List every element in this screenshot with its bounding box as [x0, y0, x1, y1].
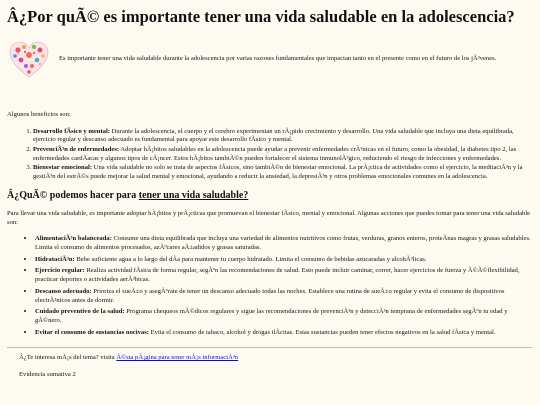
benefit-text: Adoptar hÃ¡bitos saludables en la adolescencia puede ayudar a prevenir enfermedades crÃ³nicas en el futuro, como la obesidad, la diabetes tipo 2, las enfermedades cardÃacas y algunos tipos de cÃ¡ncer. Estos hÃ¡bitos tambiÃ©n pueden fortalecer el sistema inmunolÃ³gico, reduciendo el riesgo de infecciones y enfermedades. — [33, 146, 517, 162]
benefit-term: Bienestar emocional: — [33, 164, 93, 172]
habits-heading-prefix: Â¿QuÃ© podemos hacer para — [7, 189, 139, 201]
habits-list — [7, 233, 532, 337]
habit-text: Evita el consumo de tabaco, alcohol y drogas ilÃcitas. Estas sustancias pueden tener efectos negativos en la salud fÃsica y mental. — [149, 328, 496, 336]
page-title: Â¿Por quÃ© es importante tener una vida saludable en la adolescencia? — [7, 7, 515, 26]
habit-text: Prioriza el sueÃ±o y asegÃºrate de tener un descanso adecuado todas las noches. Establece una rutina de sueÃ±o regular y evita el consumo de dispositivos electrÃ³nicos antes de dormir. — [35, 287, 505, 304]
habit-term: Cuidado preventivo de la salud: — [35, 308, 125, 316]
heart-collage-icon — [7, 37, 51, 81]
more-info-link[interactable]: Ã©sta pÃ¡gina para tener mÃ¡s informaciÃ³n — [116, 354, 239, 362]
habit-text: Bebe suficiente agua a lo largo del dÃa para mantener tu cuerpo hidratado. Limita el consumo de bebidas azucaradas y alcohÃ³licas. — [74, 255, 427, 263]
benefits-list — [7, 128, 532, 182]
list-item — [35, 286, 532, 305]
benefit-term: PrevenciÃ³n de enfermedades: — [33, 146, 120, 154]
habit-term: Evitar el consumo de sustancias nocivas: — [35, 328, 149, 336]
list-item — [35, 233, 532, 252]
habits-intro: Para llevar una vida saludable, es importante adoptar hÃ¡bitos y prÃ¡cticas que promuevan el bienestar fÃsico, mental y emocional. Algunas acciones que puedes tomar para tener una vida saludable son: — [7, 209, 531, 226]
list-item — [33, 146, 532, 163]
list-item — [33, 128, 532, 145]
benefit-text: Una vida saludable no solo se trata de aspectos fÃsicos, sino tambiÃ©n de bienestar emocional. La prÃ¡ctica de actividades como el ejercicio, la meditaciÃ³n y la gestiÃ³n del estrÃ©s puede mejorar la salud mental y emocional, ayudando a reducir la ansiedad, la depresiÃ³n y otros problemas emocionales comunes en la adolescencia. — [33, 164, 523, 181]
habit-text: Realiza actividad fÃsica de forma regular, segÃºn las recomendaciones de salud. Esto puede incluir caminar, correr, hacer ejercicios de fuerza y Ã©Ã©flexibilidad, practicar deportes o actividades aerÃ³bicas. — [35, 267, 520, 284]
list-item — [33, 164, 532, 181]
benefits-intro: Algunos beneficios son: — [7, 110, 71, 118]
habit-term: AlimentaciÃ³n balanceada: — [35, 235, 112, 243]
benefit-term: Desarrollo fÃsico y mental: — [33, 127, 110, 135]
habits-heading — [7, 190, 532, 202]
list-item — [35, 327, 532, 338]
more-info-prefix: Â¿Te interesa mÃ¡s del tema? visita — [19, 354, 117, 362]
habit-term: Descanso adecuado: — [35, 287, 92, 295]
habits-heading-underlined: tener una vida saludable? — [138, 189, 249, 201]
list-item — [35, 265, 532, 284]
habit-term: HidrataciÃ³n: — [35, 255, 75, 263]
footer-text: Evidencia sumativa 2 — [19, 371, 76, 379]
benefit-text: Durante la adolescencia, el cuerpo y el cerebro experimentan un rÃ¡pido crecimiento y desarrollo. Una vida saludable que incluya una dieta equilibrada, ejercicio regular y descanso adecuado es fundamental para apoyar este desarrollo fÃsico y mental. — [33, 127, 514, 144]
divider — [7, 347, 532, 348]
habit-term: Ejercicio regular: — [35, 267, 85, 275]
list-item — [35, 306, 532, 325]
intro-section — [7, 37, 532, 81]
list-item — [35, 254, 532, 265]
more-info — [19, 354, 532, 363]
habit-text: Consume una dieta equilibrada que incluya una variedad de alimentos nutritivos como frutas, verduras, granos enteros, proteÃnas magras y grasas saludables. Limita el consumo de alimentos procesados, azÃºcares aÃ±adidos y grasas saturadas. — [35, 235, 531, 251]
habit-text: Programa chequeos mÃ©dicos regulares y sigue las recomendaciones de prevenciÃ³n y detecciÃ³n temprana de enfermedades segÃºn tu edad y gÃ©nero. — [35, 308, 508, 324]
intro-text: Es importante tener una vida saludable durante la adolescencia por varias razones fundamentales que impactan tanto en el presente como en el futuro de los jÃ³venes. — [59, 54, 497, 62]
